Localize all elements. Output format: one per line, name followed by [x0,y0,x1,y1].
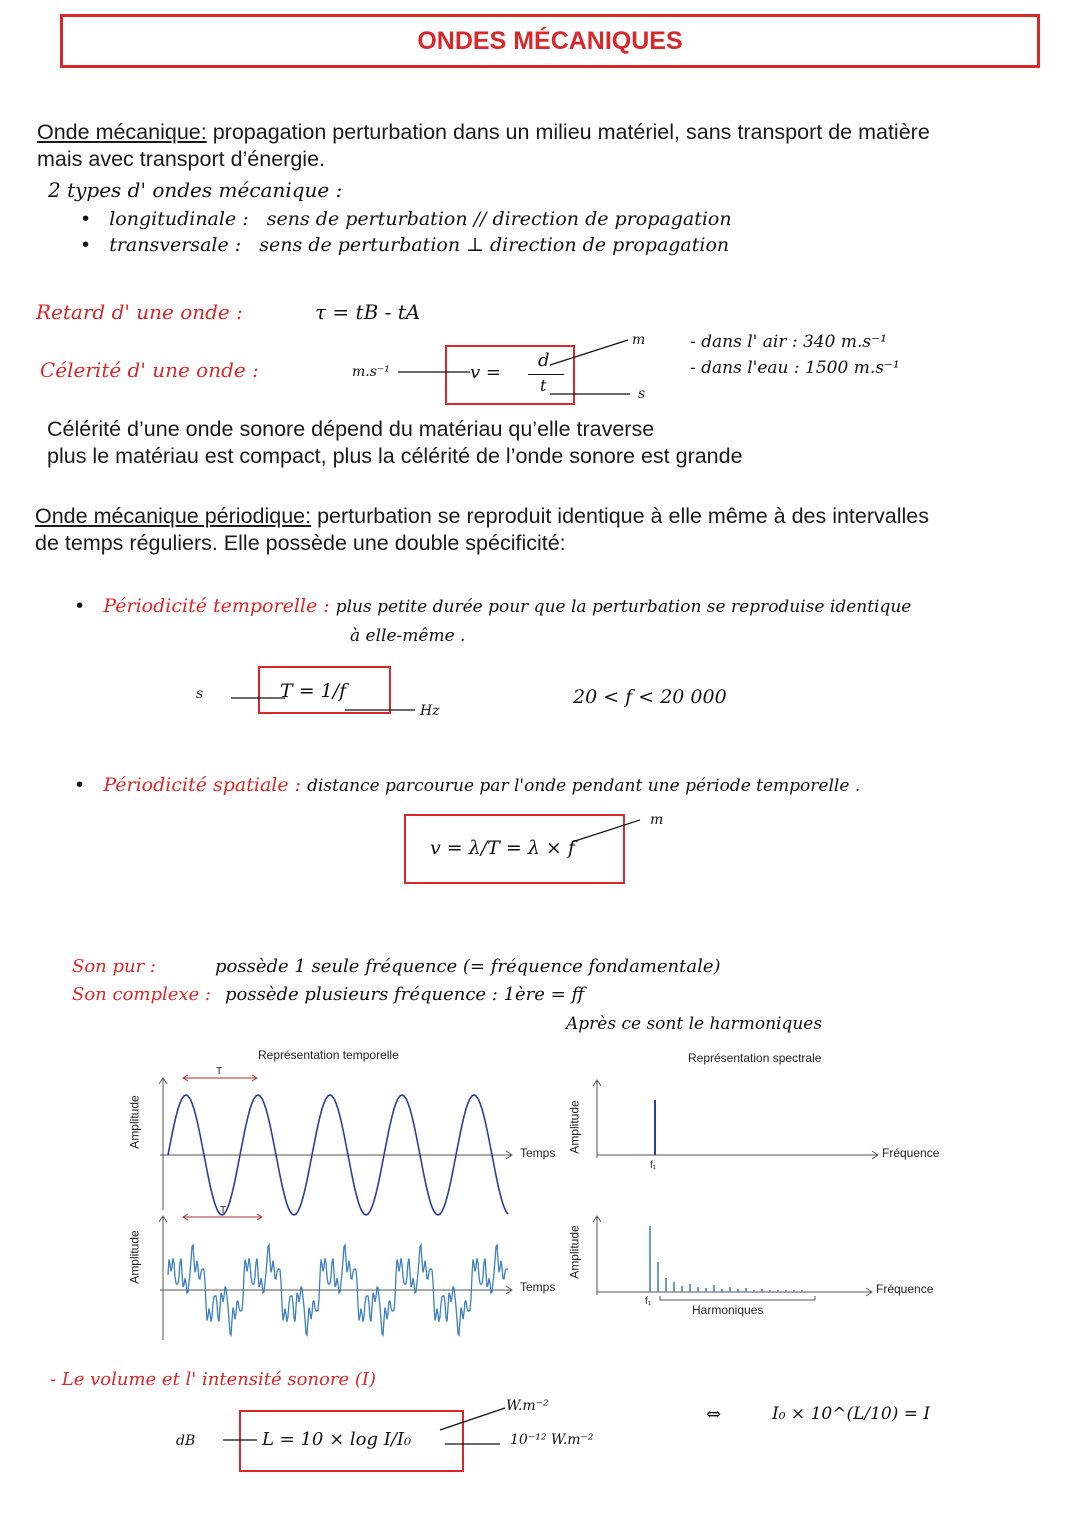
equivalence-symbol: ⇔ [706,1404,722,1425]
sonore-line1: Célérité d’une onde sonore dépend du matériau qu’elle traverse [47,417,655,441]
intensite-label: - Le volume et l' intensité sonore (I) [50,1369,377,1390]
bullet: • [74,595,86,617]
celerite-unit-t: s [638,386,646,402]
spatiale-desc: distance parcourue par l'onde pendant une période temporelle . [307,776,861,796]
bullet: • [74,774,86,796]
type-desc: sens de perturbation ⊥ direction de propagation [259,234,730,256]
temporelle-desc2: à elle-même . [350,626,466,646]
harmoniques-note: Après ce sont le harmoniques [566,1014,823,1034]
f1-label-1: f₁ [650,1160,657,1171]
son-pur-label: Son pur : [72,956,156,977]
sonore-line2: plus le matériau est compact, plus la célérité de l’onde sonore est grande [47,444,743,468]
retard-label: Retard d' une onde : [36,300,243,324]
spectral-title: Représentation spectrale [688,1051,822,1065]
period-label-pure: T [216,1066,223,1077]
celerite-label: Célerité d' une onde : [40,358,259,382]
harmoniques-label: Harmoniques [692,1303,764,1317]
definition-line1: propagation perturbation dans un milieu matériel, sans transport de matière [206,120,930,144]
retard-formula: τ = tB - tA [315,300,421,324]
term-onde-periodique: Onde mécanique périodique: [35,504,312,528]
types-intro: 2 types d' ondes mécanique : [48,178,343,202]
temps-label-1: Temps [520,1146,556,1160]
spatiale-formula: v = λ/T = λ × f [430,837,575,859]
spatiale-label: Périodicité spatiale : [103,774,302,796]
spatiale-unit-lambda: m [650,812,664,828]
intensite-annotation-lines [215,1400,515,1460]
son-complexe-desc: possède plusieurs fréquence : 1ère = ff [225,984,585,1005]
period-label-complex: T [220,1205,227,1216]
celerite-eau: - dans l'eau : 1500 m.s⁻¹ [690,358,900,378]
son-complexe-label: Son complexe : [72,984,211,1005]
temporelle-formula: T = 1/f [280,680,347,702]
temps-label-2: Temps [520,1280,556,1294]
temporelle-unit-f: Hz [420,703,440,719]
periodique-line2: de temps réguliers. Elle possède une double spécificité: [35,531,566,555]
celerite-denominator: t [540,376,547,395]
harmoniques-bracket [660,1296,815,1300]
spectral-harmonics [650,1226,802,1292]
intensite-inverse: I₀ × 10^(L/10) = I [772,1404,931,1424]
periodique-line1: perturbation se reproduit identique à elle même à des intervalles [311,504,929,528]
intensite-unit-L: dB [176,1433,196,1449]
celerite-unit-v: m.s⁻¹ [352,364,390,380]
celerite-unit-d: m [632,332,646,348]
frequence-range: 20 < f < 20 000 [573,686,727,708]
temporal-complex-axes [159,1216,512,1340]
celerite-air: - dans l' air : 340 m.s⁻¹ [690,332,887,352]
temporelle-label: Périodicité temporelle : [103,595,330,617]
frequence-label-1: Fréquence [882,1146,940,1160]
intensite-unit-I0: 10⁻¹² W.m⁻² [510,1432,594,1448]
spectral-pure-axes [593,1080,878,1159]
spectral-complex-axes [593,1216,872,1296]
f1-label-2: f₁ [645,1296,652,1307]
amplitude-label-1: Amplitude [127,1095,142,1149]
intensite-formula: L = 10 × log I/I₀ [262,1429,412,1450]
son-pur-desc: possède 1 seule fréquence (= fréquence fondamentale) [215,956,721,977]
amplitude-label-2: Amplitude [127,1230,142,1284]
type-name: transversale : [109,234,242,256]
definition-line2: mais avec transport d’énergie. [37,147,326,171]
temporelle-unit-T: s [196,686,204,702]
intensite-unit-I: W.m⁻² [506,1398,549,1414]
amplitude-label-3: Amplitude [567,1100,582,1154]
temporal-title: Représentation temporelle [258,1048,399,1062]
celerite-numerator: d [538,350,550,371]
term-onde-mecanique: Onde mécanique: [37,120,207,144]
celerite-lhs: v = [470,362,501,383]
frequence-label-2: Fréquence [876,1282,934,1296]
temporelle-desc: plus petite durée pour que la perturbation se reproduise identique [335,597,912,617]
amplitude-label-4: Amplitude [567,1225,582,1279]
type-name: longitudinale : [109,208,249,230]
type-desc: sens de perturbation // direction de propagation [266,208,732,230]
page-title: ONDES MÉCANIQUES [417,26,683,55]
